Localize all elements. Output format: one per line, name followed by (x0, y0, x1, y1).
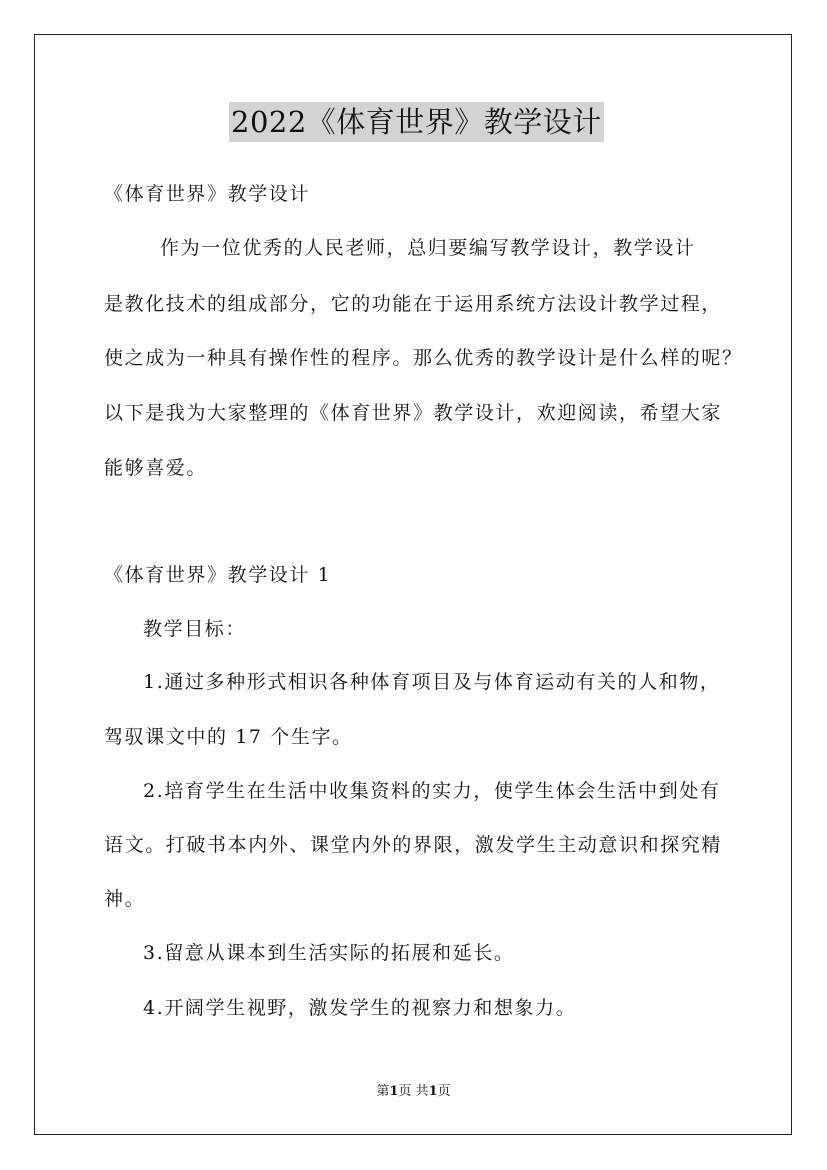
objective-line-7: 4.开阔学生视野，激发学生的视察力和想象力。 (143, 997, 577, 1019)
objective-line-4: 语文。打破书本内外、课堂内外的界限，激发学生主动意识和探究精 (104, 834, 723, 856)
page-footer (0, 1084, 827, 1100)
page-mid: 页 共 (398, 1084, 429, 1099)
objective-line-3: 2.培育学生在生活中收集资料的实力，使学生体会生活中到处有 (143, 780, 721, 802)
objective-line-1: 1.通过多种形式相识各种体育项目及与体育运动有关的人和物， (143, 671, 721, 693)
intro-paragraph-line-2: 是教化技术的组成部分，它的功能在于运用系统方法设计教学过程， (104, 293, 723, 315)
page-number: 1 (389, 1084, 399, 1099)
intro-heading: 《体育世界》教学设计 (104, 183, 311, 205)
page-prefix: 第 (376, 1084, 390, 1099)
document-title: 2022《体育世界》教学设计 (229, 102, 604, 142)
intro-paragraph-line-3: 使之成为一种具有操作性的程序。那么优秀的教学设计是什么样的呢？ (104, 347, 743, 369)
section-heading-1: 《体育世界》教学设计 1 (104, 564, 332, 586)
page-total: 1 (428, 1084, 438, 1099)
intro-paragraph-line-5: 能够喜爱。 (104, 457, 208, 479)
objective-line-5: 神。 (104, 888, 146, 910)
page-suffix: 页 (437, 1084, 451, 1099)
intro-paragraph-line-4: 以下是我为大家整理的《体育世界》教学设计，欢迎阅读，希望大家 (104, 402, 723, 424)
objective-line-2: 驾驭课文中的 17 个生字。 (104, 726, 353, 748)
intro-paragraph-line-1: 作为一位优秀的人民老师，总归要编写教学设计，教学设计 (160, 237, 696, 259)
objective-line-6: 3.留意从课本到生活实际的拓展和延长。 (143, 942, 515, 964)
objectives-label: 教学目标： (143, 618, 247, 640)
